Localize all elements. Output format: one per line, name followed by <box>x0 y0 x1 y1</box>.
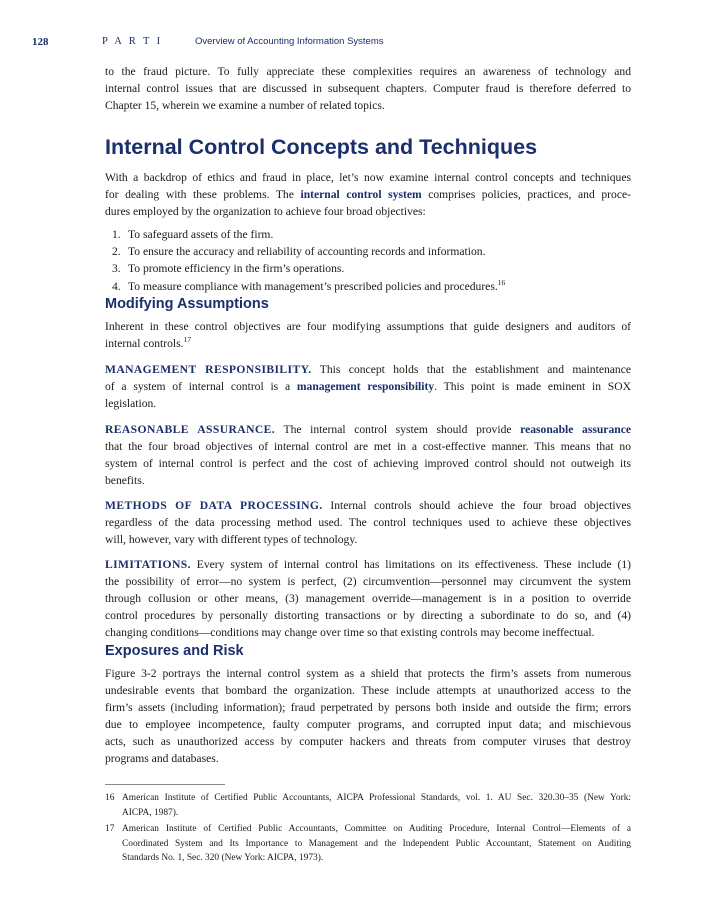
run-in-heading: MANAGEMENT RESPONSIBILITY. <box>105 363 312 376</box>
text-line: due to employee incompetence, faulty computer programs, and corrupted input data; and mischievous <box>105 718 631 731</box>
text-line: system of internal control is perfect and the cost of achieving improved control should not outweigh its <box>105 457 631 470</box>
footnote-line: American Institute of Certified Public Accountants, AICPA Professional Standards, vol. 1. AU Sec. 320.30–35 (New York: <box>122 793 631 803</box>
run-in-heading: REASONABLE ASSURANCE. <box>105 423 276 436</box>
page-number: 128 <box>32 36 49 48</box>
text-line: firm’s assets (including information); fraud perpetrated by persons both inside and outside the firm; errors <box>105 701 631 714</box>
part-label: P A R T I <box>102 36 163 47</box>
text-line: Figure 3-2 portrays the internal control system as a shield that protects the firm’s assets from numerous <box>105 667 631 680</box>
footnote-16 <box>105 791 631 820</box>
list-item: 2. To ensure the accuracy and reliability of accounting records and information. <box>112 245 486 259</box>
text-line: to the fraud picture. To fully appreciate these complexities requires an awareness of technology and <box>105 65 631 78</box>
text-line: internal controls.$^{17}$ <box>105 335 192 350</box>
section-intro-paragraph <box>105 169 631 220</box>
key-term: reasonable assurance <box>520 423 631 436</box>
footnote-line: Standards No. 1, Sec. 320 (New York: AICPA, 1973). <box>122 853 324 863</box>
run-in-heading: LIMITATIONS. <box>105 558 191 571</box>
management-responsibility-paragraph <box>105 361 631 412</box>
key-term: management responsibility <box>296 380 435 393</box>
text-line: changing conditions—conditions may change over time so that existing controls may become ineffectual. <box>105 626 595 639</box>
running-head-title: Overview of Accounting Information Systems <box>195 36 384 47</box>
text-line: benefits. <box>105 474 145 487</box>
exposures-paragraph <box>105 665 631 767</box>
list-item: 1. To safeguard assets of the firm. <box>112 228 274 241</box>
footnote-number: 17 <box>105 824 115 834</box>
text-line: internal control issues that are discussed in subsequent chapters. Computer fraud is therefore deferred to <box>105 82 631 95</box>
text-line: Chapter 15, wherein we examine a number of related topics. <box>105 99 385 112</box>
subheading-exposures-and-risk: Exposures and Risk <box>105 643 244 659</box>
run-in-heading: METHODS OF DATA PROCESSING. <box>105 499 323 512</box>
text-line: Inherent in these control objectives are four modifying assumptions that guide designers and auditors of <box>105 320 631 333</box>
section-heading: Internal Control Concepts and Techniques <box>105 135 538 159</box>
text-line: LIMITATIONS. Every system of internal control has limitations on its effectiveness. These include (1) <box>105 558 631 571</box>
text-line: METHODS OF DATA PROCESSING. Internal controls should achieve the four broad objectives <box>105 499 631 512</box>
text-line: acts, such as unauthorized access by computer hackers and threats from computer viruses that destroy <box>105 735 631 748</box>
text-line: control procedures by personally distorting transactions or by directing a subordinate to do so, and (4) <box>105 609 631 622</box>
text-line: With a backdrop of ethics and fraud in place, let’s now examine internal control concepts and techniques <box>105 171 631 184</box>
key-term: internal control system <box>300 188 422 201</box>
list-item: 3. To promote efficiency in the firm’s operations. <box>112 262 345 276</box>
footnote-line: AICPA, 1987). <box>122 807 179 818</box>
footnote-divider <box>105 784 225 785</box>
modifying-paragraph <box>105 318 631 352</box>
methods-paragraph <box>105 497 631 548</box>
reasonable-assurance-paragraph <box>105 421 631 489</box>
list-item: 4. To measure compliance with management’s prescribed policies and procedures.$^{16}$ <box>112 277 506 293</box>
footnote-line: American Institute of Certified Public Accountants, Committee on Auditing Procedure, Internal Control—Elements of a <box>122 824 631 834</box>
text-line: legislation. <box>105 397 157 410</box>
footnote-marker: 17 <box>183 335 192 344</box>
text-line: MANAGEMENT RESPONSIBILITY. This concept holds that the establishment and maintenance <box>105 363 631 376</box>
text-line: REASONABLE ASSURANCE. The internal control system should provide reasonable assurance <box>105 423 631 436</box>
text-line: will, however, vary with different types of technology. <box>105 533 358 546</box>
limitations-paragraph <box>105 556 631 641</box>
footnote-17 <box>105 822 631 866</box>
text-line: undesirable events that bombard the organization. These include attempts at unauthorized access to the <box>105 684 631 697</box>
text-line: dures employed by the organization to achieve four broad objectives: <box>105 205 426 218</box>
text-line: programs and databases. <box>105 752 219 765</box>
text-line: through collusion or other means, (3) management override—management is in a position to override <box>105 592 631 605</box>
text-line: for dealing with these problems. The internal control system comprises policies, practices, and proce- <box>105 188 631 201</box>
text-line: the possibility of error—no system is perfect, (2) circumvention—personnel may circumvent the system <box>105 575 631 588</box>
intro-paragraph <box>105 63 631 114</box>
footnote-line: Coordinated System and Its Importance to Management and the Independent Public Accountant, Statement on Auditing <box>122 838 631 849</box>
footnote-marker: 16 <box>497 277 506 287</box>
text-line: that the four broad objectives of internal control are met in a cost-effective manner. This means that no <box>105 440 631 453</box>
objectives-list <box>112 226 632 295</box>
text-line: regardless of the data processing method used. The control techniques used to achieve these objectives <box>105 516 631 529</box>
subheading-modifying-assumptions: Modifying Assumptions <box>105 296 269 312</box>
footnote-number: 16 <box>105 793 115 803</box>
text-line: of a system of internal control is a management responsibility. This point is made eminent in SOX <box>105 380 631 393</box>
